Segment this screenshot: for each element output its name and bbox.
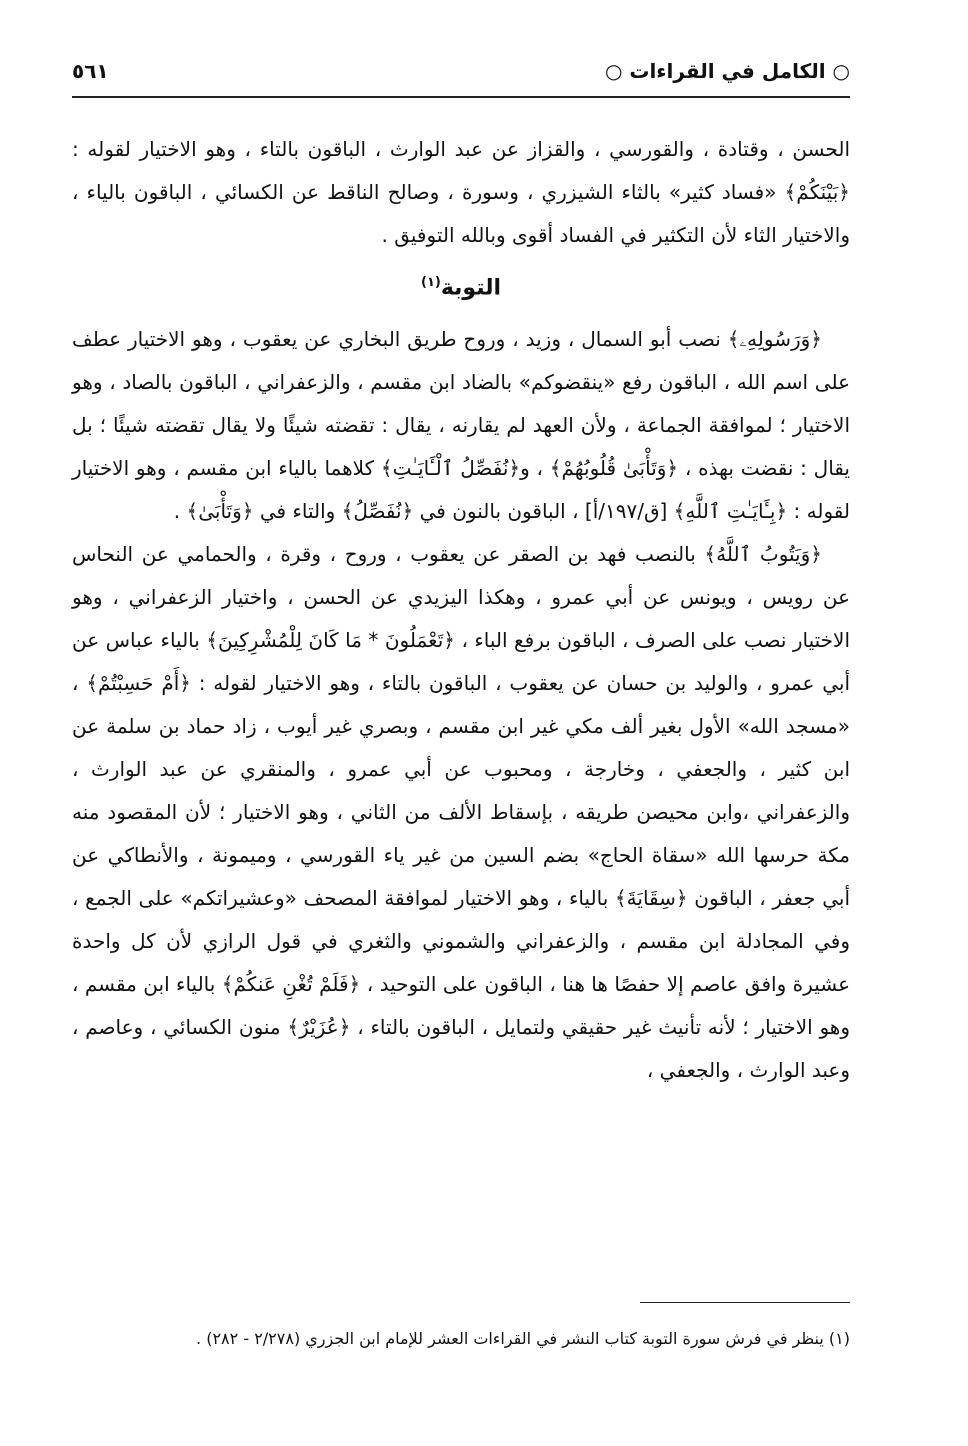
paragraph-3: ﴿وَيَتُوبُ ٱللَّهُ﴾ بالنصب فهد بن الصقر عن يعقوب ، وروح ، وقرة ، والحمامي عن النحاس عن رويس ، ويونس عن أبي عمرو ، وهكذا اليزيدي عن الحسن ، واختيار الزعفراني ، وهو الاختيار نصب على الصرف ، الباقون برفع الباء ، ﴿تَعْمَلُونَ * مَا كَانَ لِلْمُشْرِكِينَ﴾ بالياء عباس عن أبي عمرو ، والوليد بن حسان عن يعقوب ، الباقون بالتاء ، وهو الاختيار لقوله : ﴿أَمْ حَسِبْتُمْ﴾ ، «مسجد الله» الأول بغير ألف مكي غير ابن مقسم ، وبصري غير أيوب ، زاد حماد بن سلمة عن ابن كثير ، والجعفي ، وخارجة ، ومحبوب عن أبي عمرو ، والمنقري عن عبد الوارث ، والزعفراني ،وابن محيصن طريقه ، بإسقاط الألف من الثاني ، وهو الاختيار ؛ لأن المقصود منه مكة حرسها الله «سقاة الحاج» بضم السين من غير ياء القورسي ، وميمونة ، والأنطاكي عن أبي جعفر ، الباقون ﴿سِقَايَةَ﴾ بالياء ، وهو الاختيار لموافقة المصحف «وعشيراتكم» على الجمع ، وفي المجادلة ابن مقسم ، والزعفراني والشموني والثغري في قول الرازي لأن كل واحدة عشيرة وافق عاصم إلا حفصًا ها هنا ، الباقون على التوحيد ، ﴿فَلَمْ تُغْنِ عَنكُمْ﴾ بالياء ابن مقسم ، وهو الاختيار ؛ لأنه تأنيث غير حقيقي ولتمايل ، الباقون بالتاء ، ﴿عُزَيْرٌ﴾ منون الكسائي ، وعاصم ، وعبد الوارث ، والجعفي ، <box>72 542 850 1083</box>
page-number: ٥٦١ <box>72 59 109 83</box>
page-header <box>72 50 850 92</box>
section-heading <box>72 263 850 308</box>
paragraph-2: ﴿وَرَسُولِهِۦ﴾ نصب أبو السمال ، وزيد ، وروح طريق البخاري عن يعقوب ، وهو الاختيار عطف على اسم الله ، الباقون رفع «ينقضوكم» بالضاد ابن مقسم ، والزعفراني ، الباقون بالصاد ، وهو الاختيار ؛ لموافقة الجماعة ، ولأن العهد لم يقارنه ، يقال : تقضته شيئًا ولا يقال تقضته شيئًا ؛ بل يقال : نقضت بهذه ، ﴿وَتَأْبَىٰ قُلُوبُهُمْ﴾ ، و﴿نُفَصِّلُ ٱلْـَٔايَـٰتِ﴾ كلاهما بالياء ابن مقسم ، وهو الاختيار لقوله : ﴿بِـَٔايَـٰتِ ٱللَّهِ﴾ [ق/١٩٧/أ] ، الباقون بالنون في ﴿نُفَصِّلُ﴾ والتاء في ﴿وَتَأْبَىٰ﴾ . <box>72 327 850 524</box>
section-heading-text: التوبة <box>440 275 502 301</box>
footnote: (١) ينظر في فرش سورة التوبة كتاب النشر في القراءات العشر للإمام ابن الجزري (٢/٢٧٨ - ٢٨٢) . <box>196 1329 850 1348</box>
paragraph-1: الحسن ، وقتادة ، والقورسي ، والقزاز عن عبد الوارث ، الباقون بالتاء ، وهو الاختيار لقوله : ﴿بَيْنَكُمْ﴾ «فساد كثير» بالثاء الشيزري ، وسورة ، وصالح الناقط عن الكسائي ، الباقون بالياء ، والاختيار الثاء لأن التكثير في الفساد أقوى وبالله التوفيق . <box>72 137 850 247</box>
header-rule <box>72 96 850 98</box>
body-text <box>72 128 850 1092</box>
footnote-rule <box>640 1302 850 1303</box>
book-page <box>72 50 850 1430</box>
footnote-marker: (١) <box>420 275 441 290</box>
running-title: ○ الكامل في القراءات ○ <box>604 59 850 83</box>
